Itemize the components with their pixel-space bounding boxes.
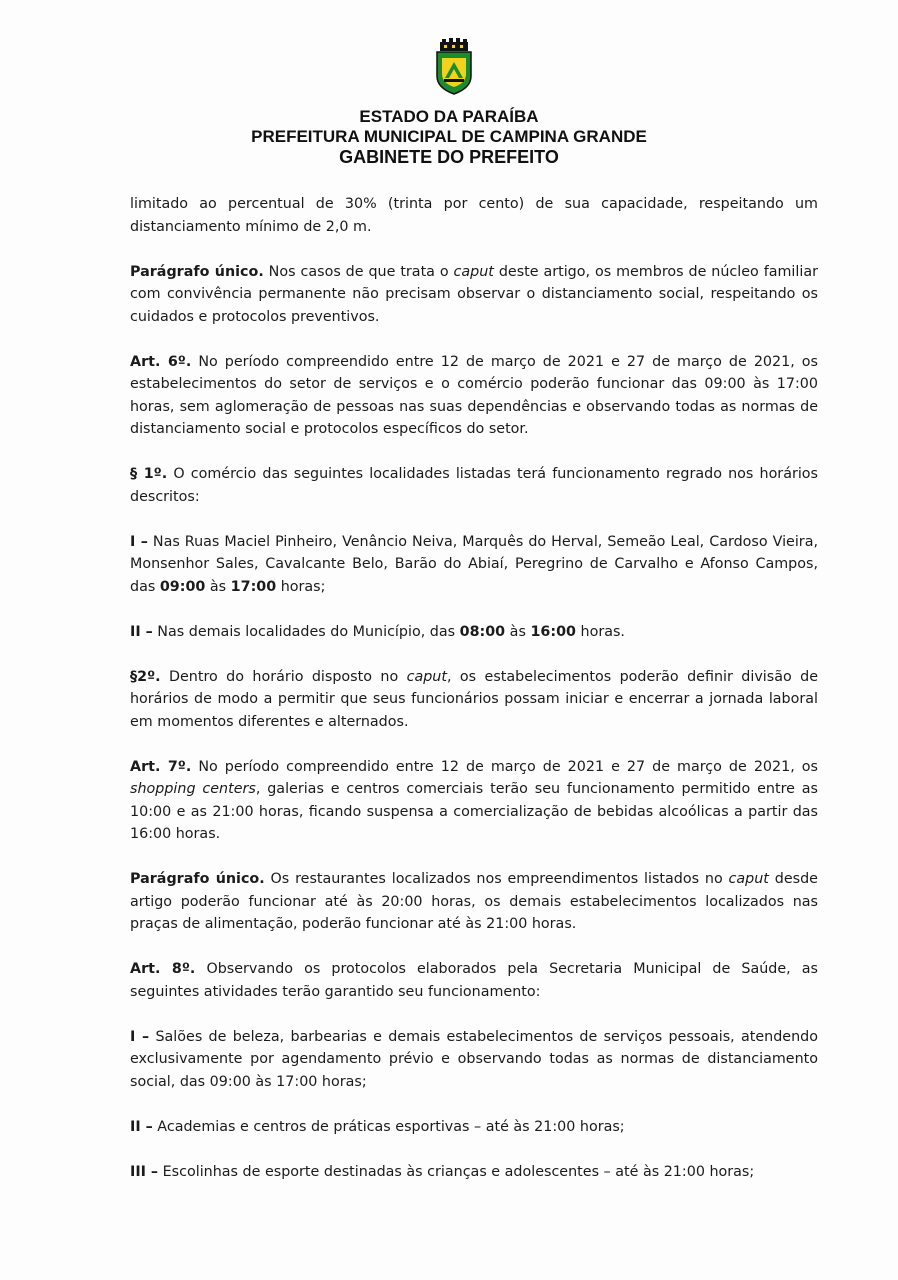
paragraph-text: , os estabelecimentos poderão definir divisão de horários de modo a permitir que seus funcionários possam iniciar e encerrar a jornada laboral em momentos diferentes e alternados. [130, 668, 818, 730]
paragraph-label: Parágrafo único. [130, 871, 265, 887]
paragraph-label: Art. 8º. [130, 961, 196, 977]
paragraph-label: III – [130, 1163, 159, 1180]
paragraph-p7 [130, 666, 818, 734]
paragraph-text: Nas demais localidades do Município, das [152, 623, 460, 640]
paragraph-label: I – [130, 1028, 150, 1045]
paragraph-p10 [130, 958, 818, 1003]
paragraph-text: No período compreendido entre 12 de março de 2021 e 27 de março de 2021, os [191, 758, 818, 775]
paragraph-text: às [505, 623, 531, 640]
paragraph-p2 [130, 261, 818, 329]
paragraph-text: Os restaurantes localizados nos empreendimentos listados no [264, 871, 729, 887]
paragraph-text: desde artigo poderão funcionar até às 20:00 horas, os demais estabelecimentos localizados nas praças de alimentação, poderão funcionar até às 21:00 horas. [130, 871, 818, 932]
paragraph-p4 [130, 463, 818, 508]
document-header [0, 107, 898, 167]
paragraph-text: Nos casos de que trata o [263, 263, 454, 280]
italic-term: shopping centers [130, 781, 256, 797]
paragraph-text: Dentro do horário disposto no [160, 668, 407, 685]
paragraph-p5 [130, 531, 818, 599]
header-office: GABINETE DO PREFEITO [339, 147, 559, 167]
paragraph-label: II – [130, 1118, 153, 1135]
paragraph-text: , galerias e centros comerciais terão seu funcionamento permitido entre as 10:00 e as 21:00 horas, ficando suspensa a comercialização de bebidas alcoólicas a partir das 16:00 horas. [130, 781, 818, 842]
italic-term: caput [406, 668, 447, 685]
paragraph-p3 [130, 351, 818, 441]
paragraph-label: 17:00 [230, 578, 277, 595]
paragraph-text: Salões de beleza, barbearias e demais estabelecimentos de serviços pessoais, atendendo exclusivamente por agendamento prévio e observando todas as normas de distanciamento social, das 09:00 às 17:00 horas; [130, 1028, 818, 1090]
paragraph-text: horas. [575, 623, 625, 640]
italic-term: caput [453, 263, 494, 280]
paragraph-p1 [130, 193, 818, 238]
paragraph-text: limitado ao percentual de 30% (trinta por cento) de sua capacidade, respeitando um distanciamento mínimo de 2,0 m. [130, 196, 818, 235]
paragraph-label: I – [130, 533, 148, 550]
paragraph-label: 08:00 [459, 623, 506, 640]
paragraph-text: Escolinhas de esporte destinadas às crianças e adolescentes – até às 21:00 horas; [158, 1163, 755, 1180]
paragraph-label: Parágrafo único. [130, 263, 264, 280]
document-body [130, 193, 818, 1183]
paragraph-label: II – [130, 623, 153, 640]
paragraph-text: Observando os protocolos elaborados pela Secretaria Municipal de Saúde, as seguintes atividades terão garantido seu funcionamento: [130, 961, 818, 1000]
paragraph-p13 [130, 1161, 818, 1184]
italic-term: caput [728, 871, 769, 887]
paragraph-text: No período compreendido entre 12 de março de 2021 e 27 de março de 2021, os estabelecimentos do setor de serviços e o comércio poderão funcionar das 09:00 às 17:00 horas, sem aglomeração de pessoas nas suas dependências e observando todas as normas de distanciamento social e protocolos específicos do setor. [130, 353, 818, 437]
header-state: ESTADO DA PARAÍBA [359, 107, 539, 126]
paragraph-text: às [205, 578, 231, 595]
paragraph-label: 16:00 [530, 623, 576, 640]
paragraph-label: 09:00 [159, 578, 206, 595]
paragraph-text: horas; [276, 578, 326, 595]
paragraph-p6 [130, 621, 818, 644]
paragraph-label: § 1º. [130, 466, 168, 482]
paragraph-label: §2º. [130, 668, 161, 685]
paragraph-p12 [130, 1116, 818, 1139]
paragraph-p8 [130, 756, 818, 846]
paragraph-p11 [130, 1026, 818, 1094]
header-prefecture: PREFEITURA MUNICIPAL DE CAMPINA GRANDE [251, 127, 647, 146]
paragraph-label: Art. 6º. [130, 353, 192, 370]
coat-of-arms-icon [434, 38, 474, 96]
paragraph-text: O comércio das seguintes localidades listadas terá funcionamento regrado nos horários descritos: [130, 466, 818, 505]
paragraph-text: deste artigo, os membros de núcleo familiar com convivência permanente não precisam observar o distanciamento social, respeitando os cuidados e protocolos preventivos. [130, 263, 818, 325]
paragraph-label: Art. 7º. [130, 758, 192, 775]
paragraph-text: Nas Ruas Maciel Pinheiro, Venâncio Neiva, Marquês do Herval, Semeão Leal, Cardoso Vieira, Monsenhor Sales, Cavalcante Belo, Barão do Abiaí, Peregrino de Carvalho e Afonso Campos, das [130, 533, 818, 595]
paragraph-p9 [130, 868, 818, 936]
paragraph-text: Academias e centros de práticas esportivas – até às 21:00 horas; [152, 1118, 625, 1135]
